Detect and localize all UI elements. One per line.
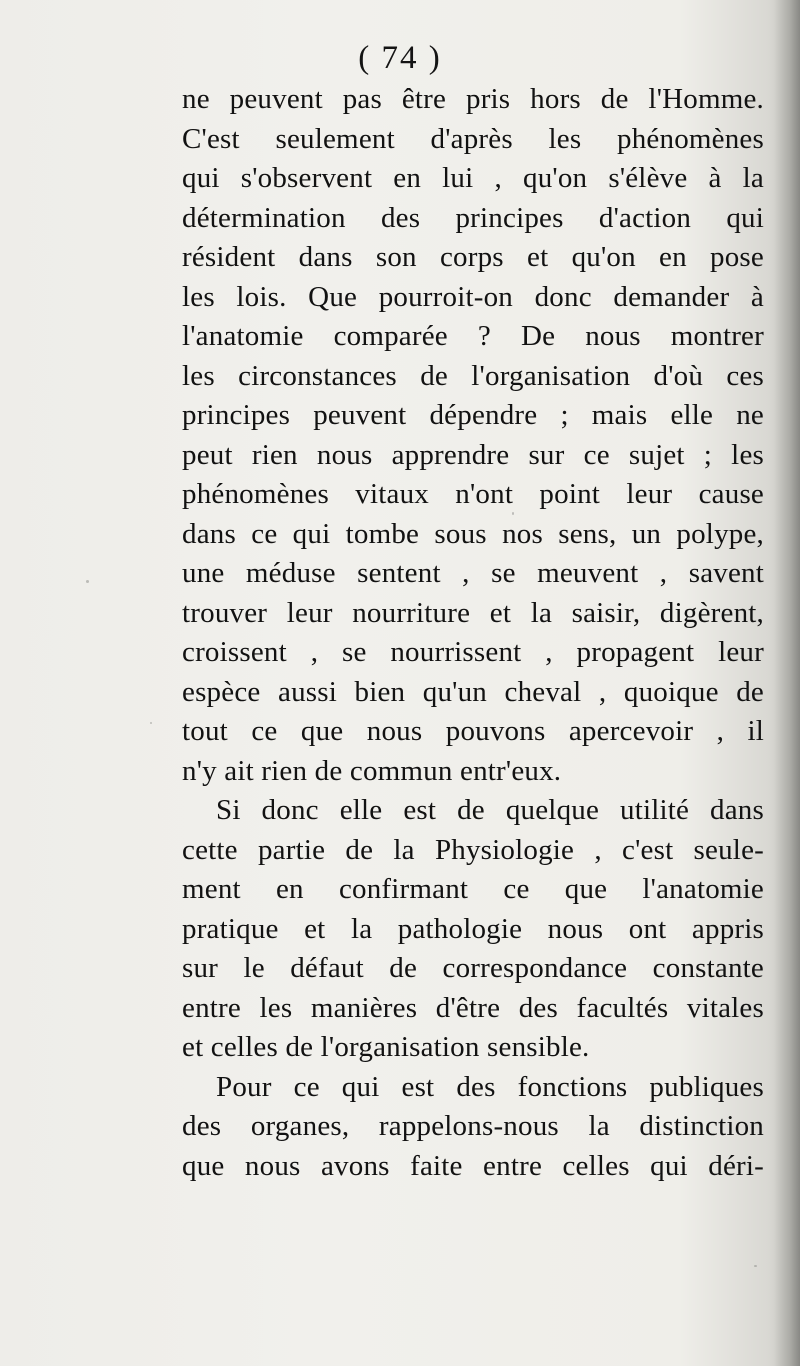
text-line: ment en confirmant ce que l'anatomie (182, 873, 764, 905)
text-line: C'est seulement d'après les phénomènes (182, 122, 764, 155)
print-speck (754, 1265, 757, 1267)
page-edge-shadow (774, 0, 800, 1366)
text-line: une méduse sentent , se meuvent , savent (182, 557, 764, 589)
text-line: tout ce que nous pouvons apercevoir , il (182, 715, 764, 747)
text-line: dans ce qui tombe sous nos sens, un polype, (182, 517, 764, 550)
text-line: ne peuvent pas être pris hors de l'Homme. (182, 83, 764, 115)
text-line: détermination des principes d'action qui (182, 201, 764, 234)
print-speck (86, 580, 89, 583)
print-speck (512, 512, 514, 515)
body-text (182, 80, 764, 1186)
text-line: principes peuvent dépendre ; mais elle ne (182, 399, 764, 431)
text-line: trouver leur nourriture et la saisir, digèrent, (182, 596, 764, 629)
text-line: entre les manières d'être des facultés vitales (182, 991, 764, 1024)
text-line: que nous avons faite entre celles qui déri- (182, 1149, 764, 1182)
text-line: et celles de l'organisation sensible. (182, 1031, 590, 1063)
text-line: qui s'observent en lui , qu'on s'élève à la (182, 162, 764, 194)
text-line: pratique et la pathologie nous ont appris (182, 912, 764, 945)
text-line: n'y ait rien de commun entr'eux. (182, 754, 562, 787)
text-line: l'anatomie comparée ? De nous montrer (182, 320, 764, 352)
text-line: espèce aussi bien qu'un cheval , quoique de (182, 675, 764, 708)
text-line: des organes, rappelons-nous la distinction (182, 1110, 764, 1142)
text-line: croissent , se nourrissent , propagent leur (182, 636, 764, 668)
text-line: sur le défaut de correspondance constante (182, 952, 764, 984)
text-line: cette partie de la Physiologie , c'est seule- (182, 833, 764, 866)
text-line: les circonstances de l'organisation d'où ces (182, 359, 764, 392)
text-line: phénomènes vitaux n'ont point leur cause (182, 478, 764, 510)
text-line: peut rien nous apprendre sur ce sujet ; les (182, 438, 764, 471)
text-line: Si donc elle est de quelque utilité dans (216, 794, 764, 826)
text-line: Pour ce qui est des fonctions publiques (216, 1070, 764, 1103)
text-line: les lois. Que pourroit-on donc demander à (182, 280, 764, 313)
page-number: ( 74 ) (358, 40, 442, 76)
text-line: résident dans son corps et qu'on en pose (182, 241, 764, 273)
print-speck (150, 722, 152, 724)
